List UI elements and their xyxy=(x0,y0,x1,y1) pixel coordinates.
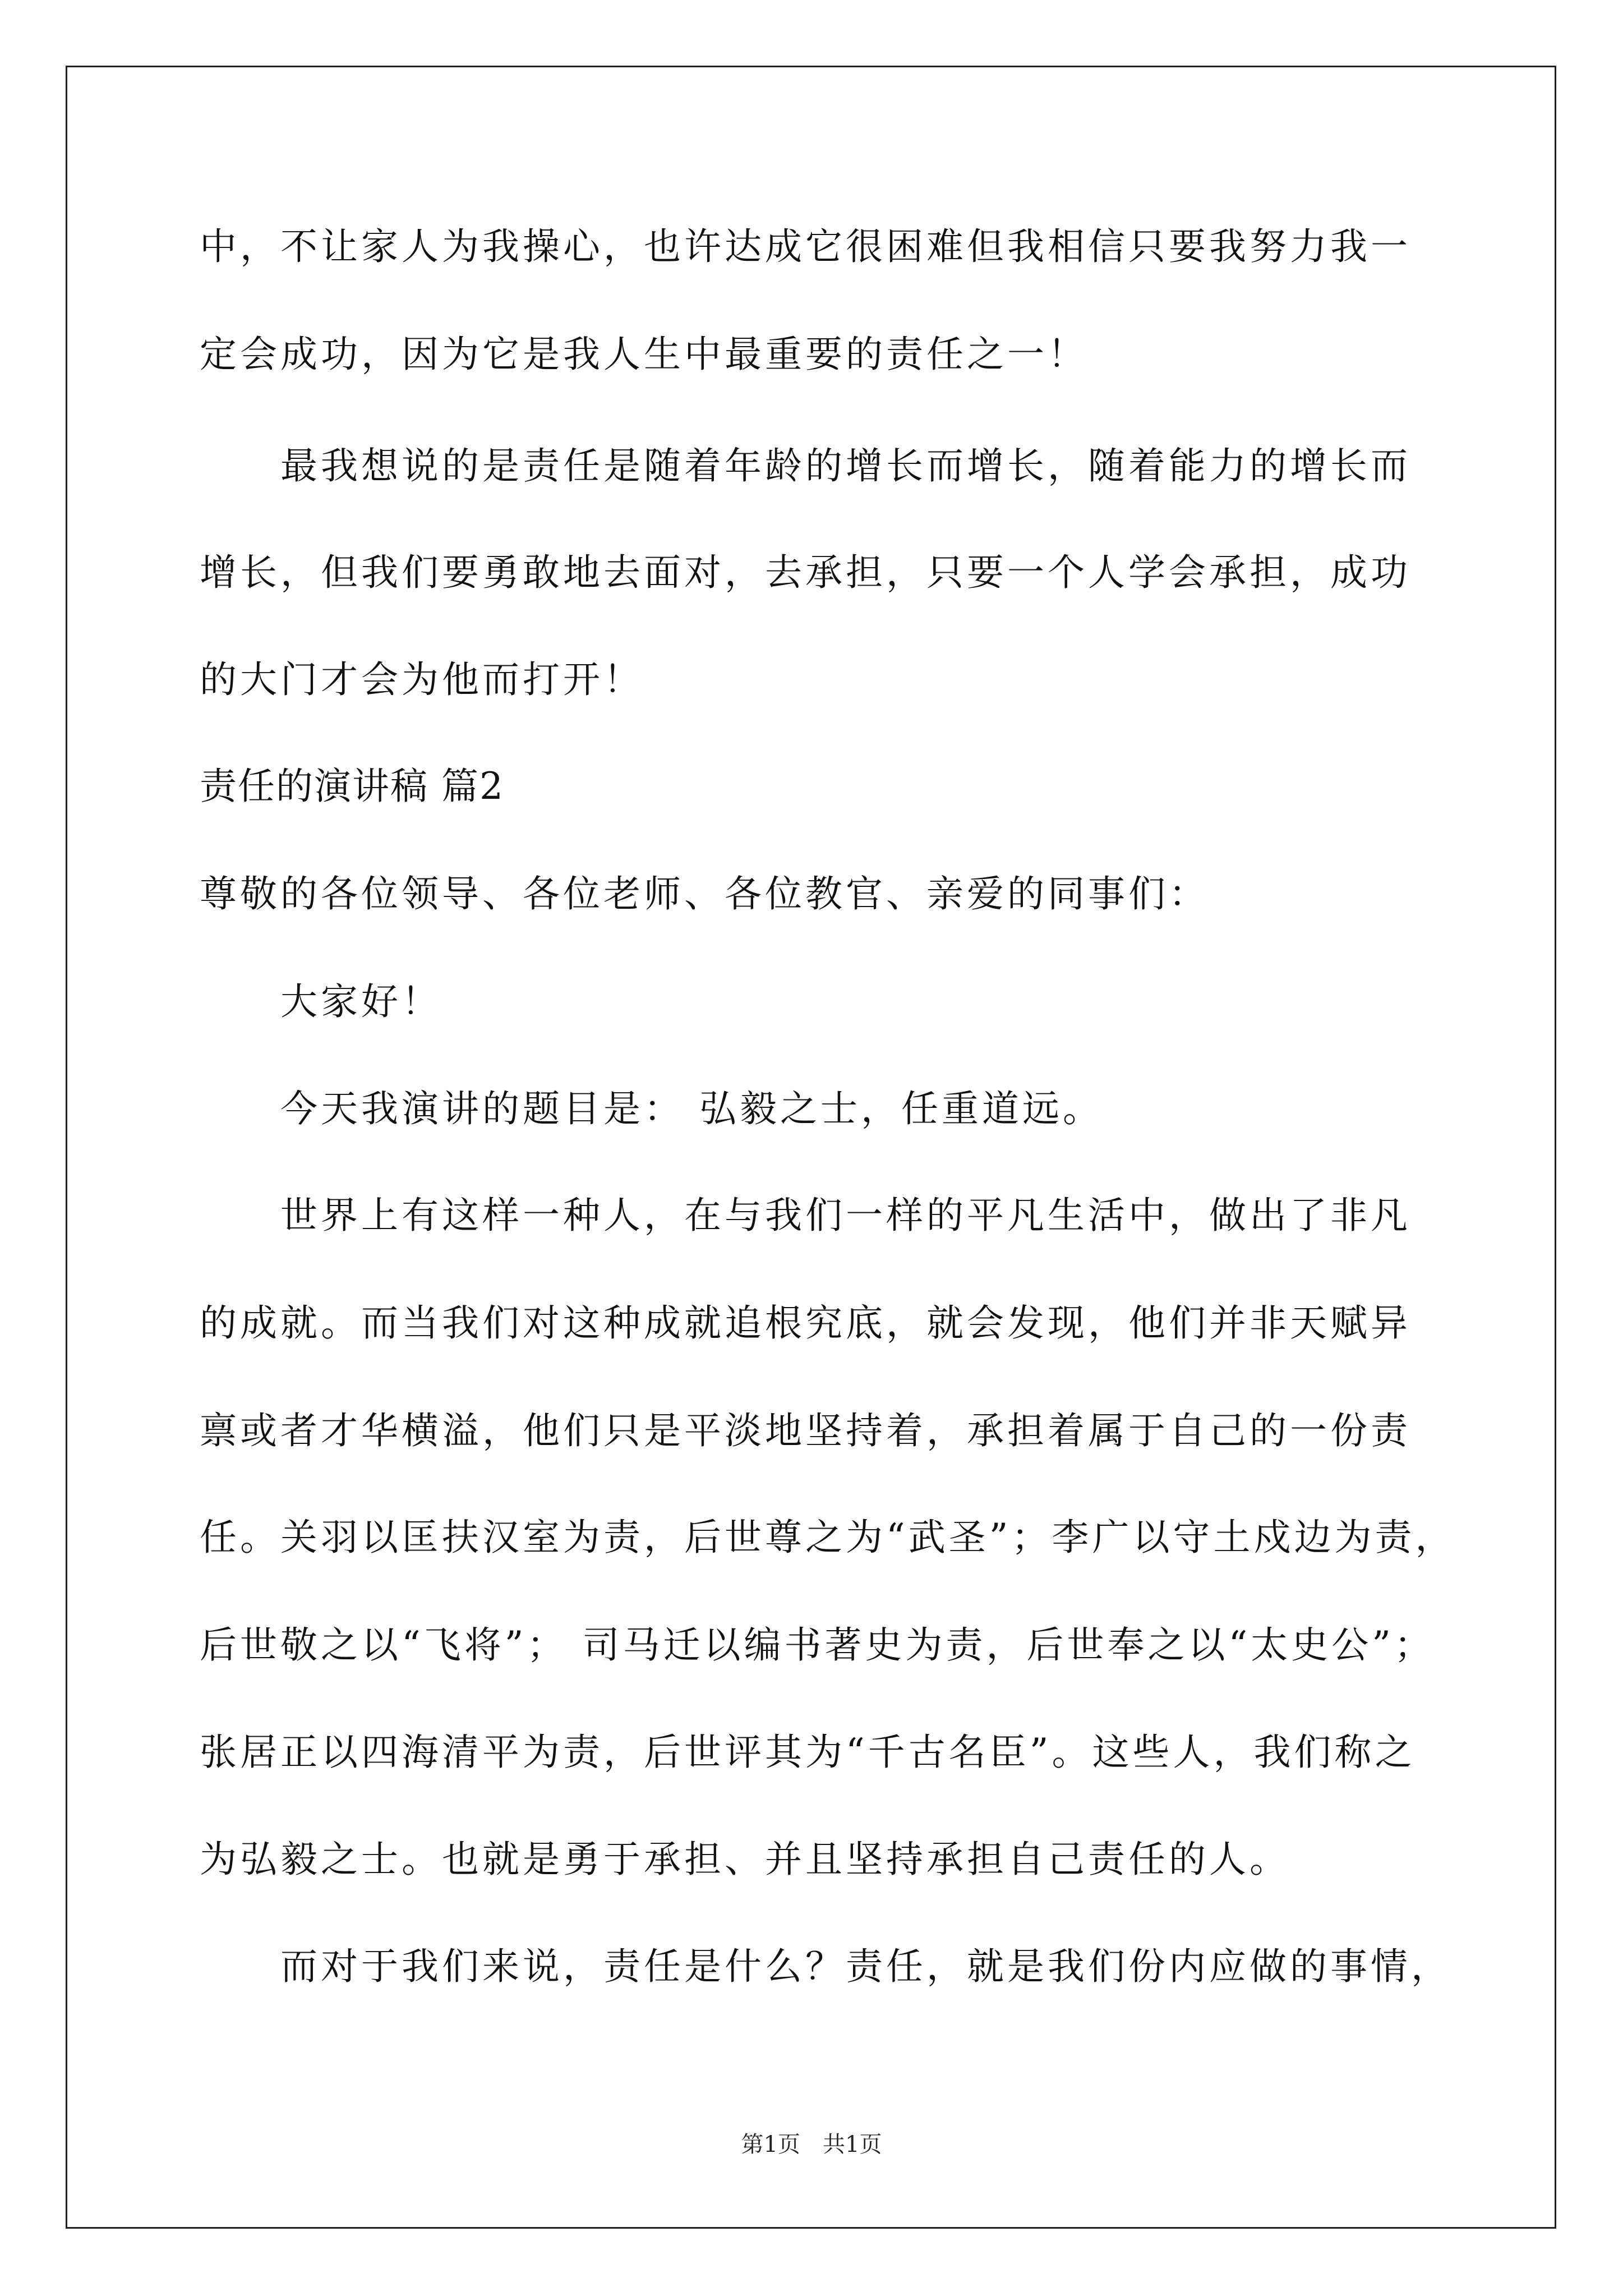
text-line: 禀或者才华横溢，他们只是平淡地坚持着，承担着属于自己的一份责 xyxy=(200,1409,1411,1452)
text-line: 任。关羽以匡扶汉室为责，后世尊之为“武圣”；李广以守土戍边为责， xyxy=(200,1516,1456,1559)
text-line: 张居正以四海清平为责，后世评其为“千古名臣”。这些人，我们称之 xyxy=(200,1731,1415,1774)
paragraph-start-line: 世界上有这样一种人，在与我们一样的平凡生活中，做出了非凡 xyxy=(280,1194,1411,1237)
text-line: 后世敬之以“飞将”； 司马迁以编书著史为责，后世奉之以“太史公”； xyxy=(200,1623,1435,1667)
section-heading: 责任的演讲稿 篇2 xyxy=(200,765,504,808)
salutation: 尊敬的各位领导、各位老师、各位教官、亲爱的同事们： xyxy=(200,872,1209,915)
page-footer xyxy=(0,2131,1623,2159)
greeting: 大家好！ xyxy=(280,980,442,1023)
page-number-current: 第1页 xyxy=(741,2132,800,2157)
text-line: 的成就。而当我们对这种成就追根究底，就会发现，他们并非天赋异 xyxy=(200,1301,1411,1345)
text-line: 增长，但我们要勇敢地去面对，去承担，只要一个人学会承担，成功 xyxy=(200,551,1411,594)
text-line: 中，不让家人为我操心，也许达成它很困难但我相信只要我努力我一 xyxy=(200,225,1411,268)
text-line: 的大门才会为他而打开！ xyxy=(200,658,644,701)
page-frame xyxy=(66,66,1556,2229)
text-line: 定会成功，因为它是我人生中最重要的责任之一！ xyxy=(200,333,1088,376)
paragraph-start-line: 而对于我们来说，责任是什么？责任，就是我们份内应做的事情， xyxy=(280,1945,1451,1988)
speech-topic: 今天我演讲的题目是： 弘毅之士，任重道远。 xyxy=(280,1087,1103,1130)
page-number-total: 共1页 xyxy=(823,2132,882,2157)
text-line: 为弘毅之士。也就是勇于承担、并且坚持承担自己责任的人。 xyxy=(200,1838,1290,1881)
paragraph-start-line: 最我想说的是责任是随着年龄的增长而增长，随着能力的增长而 xyxy=(280,444,1411,487)
